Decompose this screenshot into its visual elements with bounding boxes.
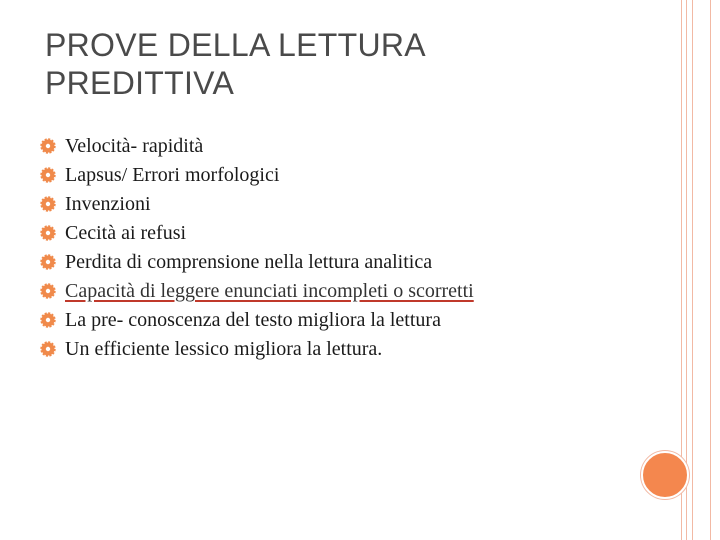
- bullet-item: [40, 219, 600, 248]
- bullet-text: La pre- conoscenza del testo migliora la lettura: [65, 309, 441, 331]
- orange-gear-icon: [40, 254, 56, 270]
- bullet-text: Cecità ai refusi: [65, 222, 187, 244]
- bullet-list: [40, 132, 600, 364]
- decor-orange-circle: [641, 451, 689, 499]
- orange-gear-icon: [40, 225, 56, 241]
- decor-vertical-line: [692, 0, 693, 540]
- orange-gear-icon: [40, 167, 56, 183]
- bullet-text: Invenzioni: [65, 193, 151, 215]
- bullet-item: [40, 132, 600, 161]
- bullet-item: [40, 306, 600, 335]
- bullet-item: [40, 161, 600, 190]
- slide-title-line-1: PROVE DELLA LETTURA: [45, 27, 426, 63]
- slide-title: [45, 26, 645, 102]
- bullet-item: [40, 335, 600, 364]
- bullet-text: Velocità- rapidità: [65, 135, 204, 157]
- slide-title-line-2: PREDITTIVA: [45, 65, 235, 101]
- bullet-text: Lapsus/ Errori morfologici: [65, 164, 280, 186]
- orange-gear-icon: [40, 283, 56, 299]
- bullet-item: [40, 277, 600, 306]
- orange-gear-icon: [40, 196, 56, 212]
- orange-gear-icon: [40, 312, 56, 328]
- bullet-item: [40, 248, 600, 277]
- bullet-text: Perdita di comprensione nella lettura analitica: [65, 251, 433, 273]
- orange-gear-icon: [40, 138, 56, 154]
- decor-vertical-line: [710, 0, 711, 540]
- bullet-text: Un efficiente lessico migliora la lettura.: [65, 338, 383, 360]
- bullet-text-hyperlink[interactable]: Capacità di leggere enunciati incompleti o scorretti: [65, 280, 474, 302]
- decor-vertical-line: [686, 0, 687, 540]
- orange-gear-icon: [40, 341, 56, 357]
- bullet-item: [40, 190, 600, 219]
